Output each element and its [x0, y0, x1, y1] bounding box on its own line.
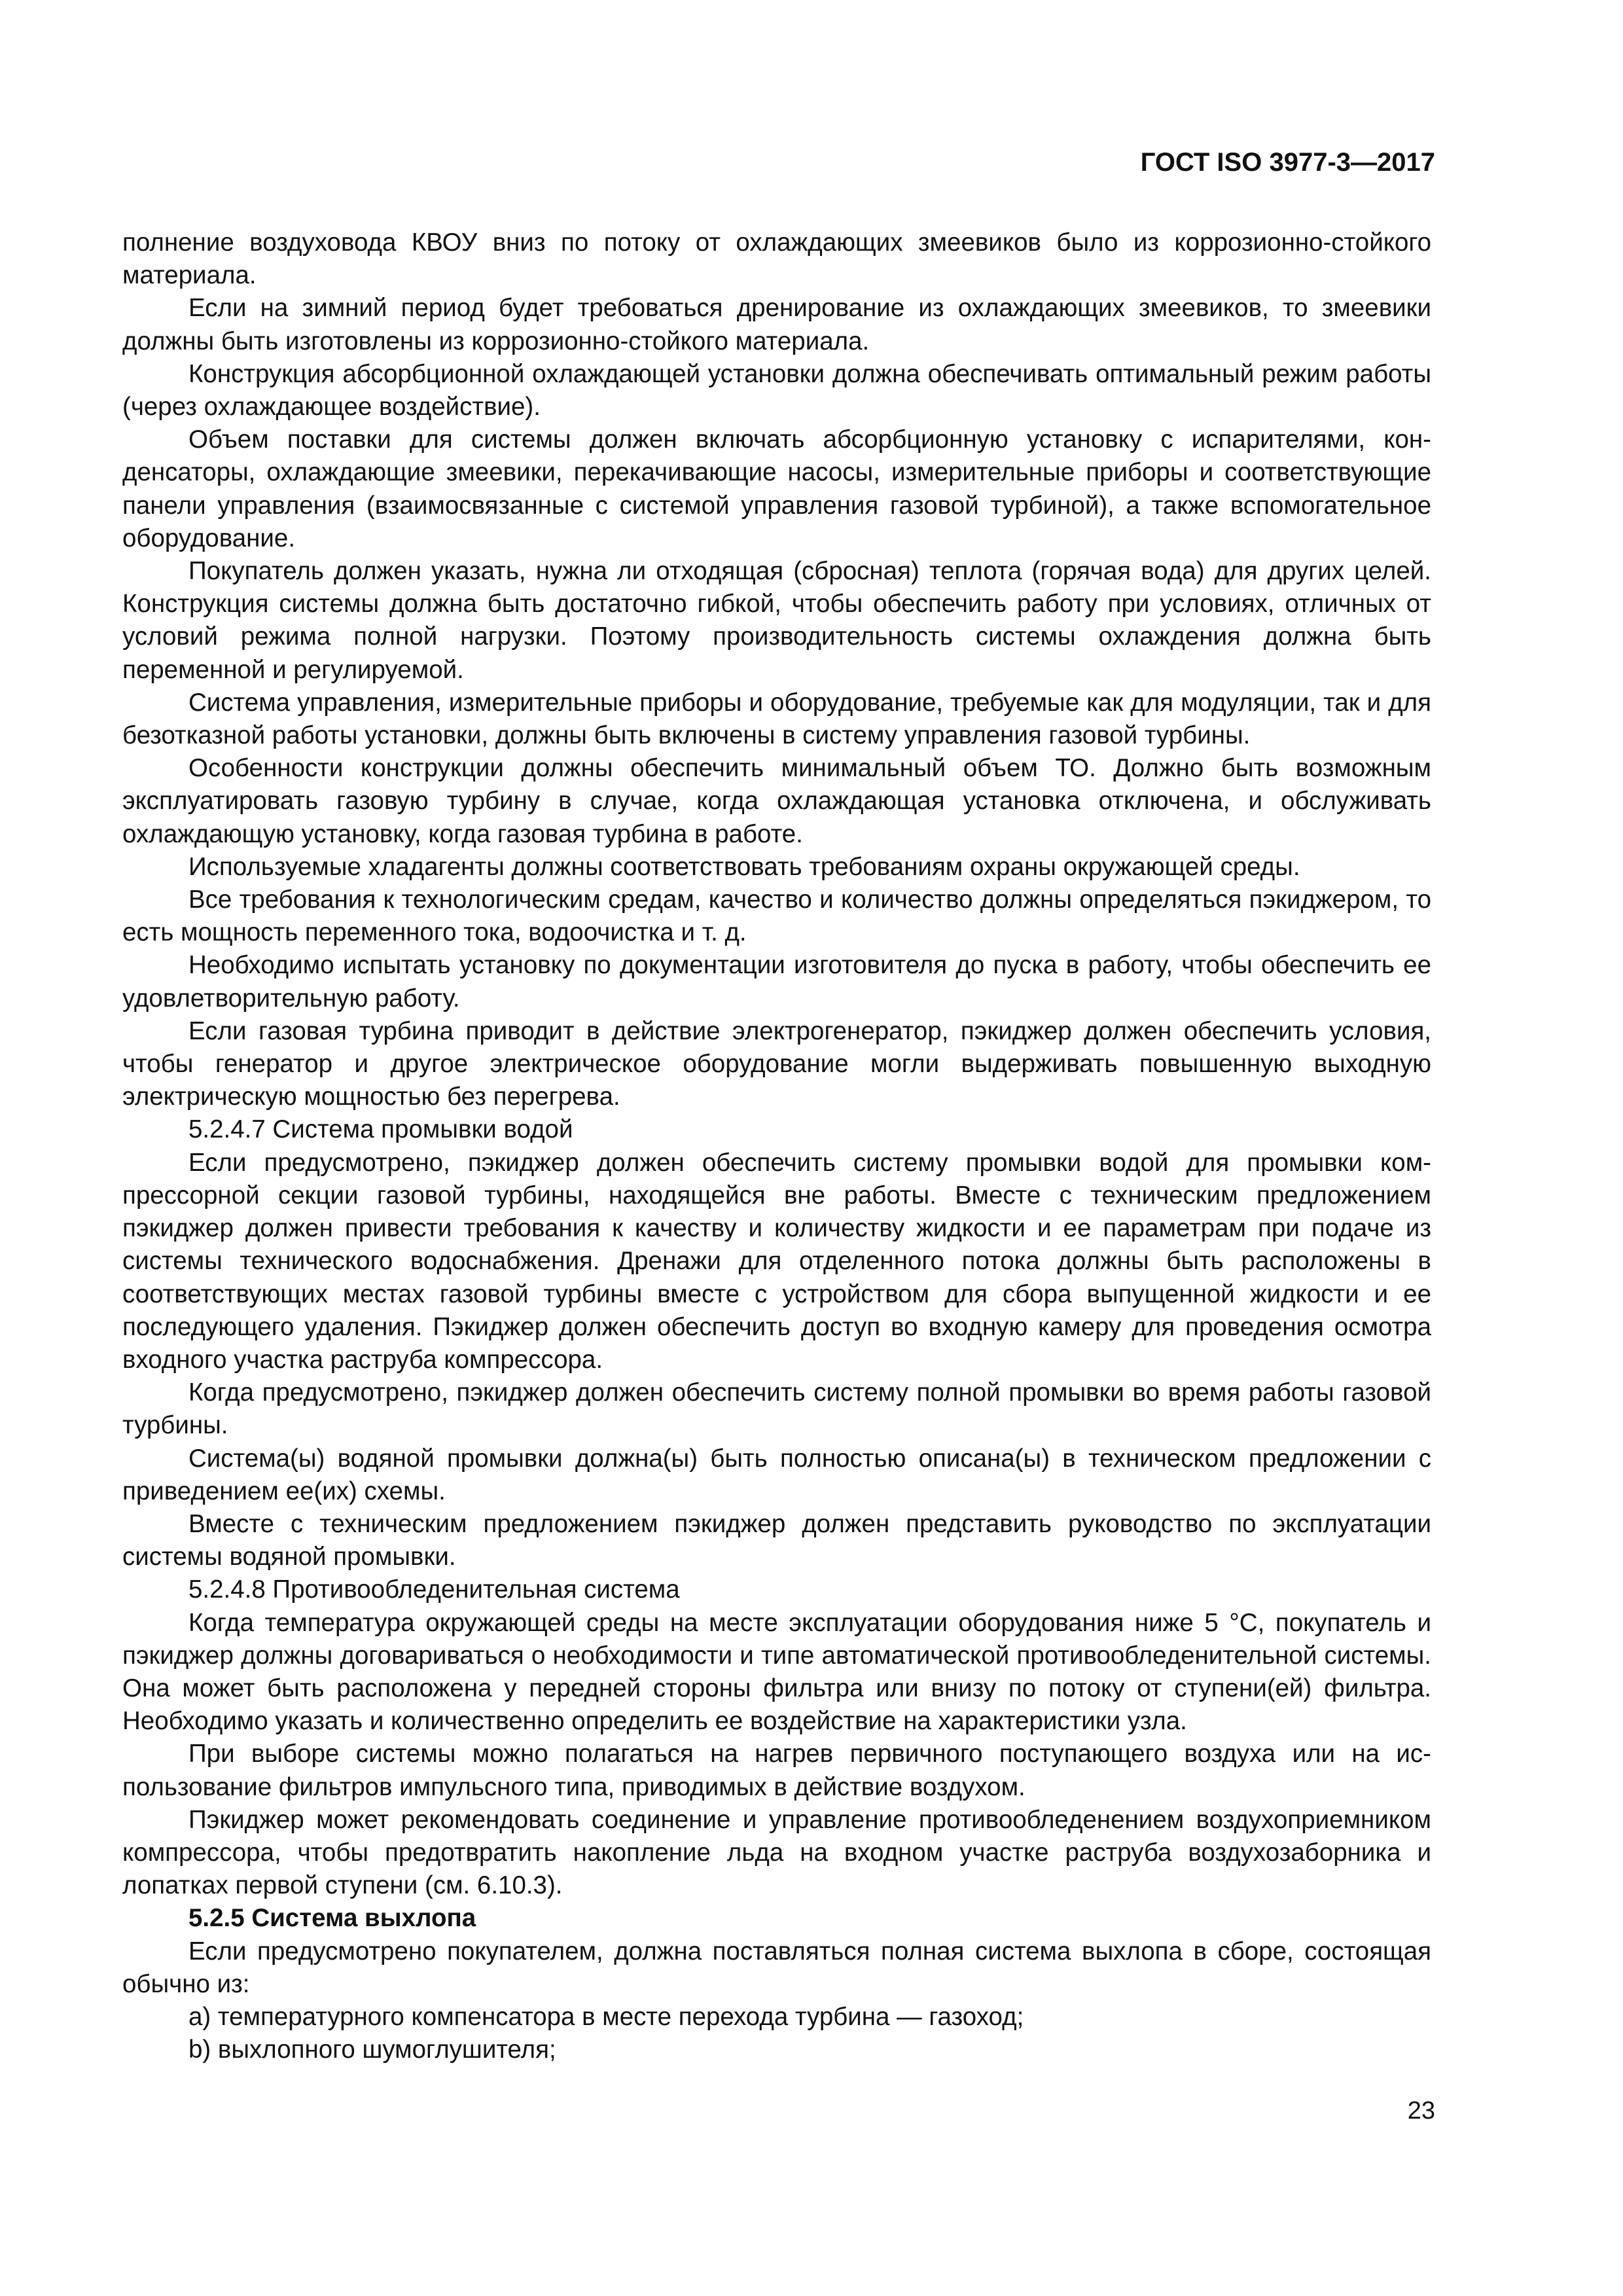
- body-paragraph: Пэкиджер может рекомендовать соединение и управление противообледенением воздухоприемником компрессора, чтобы предотвратить накопление льда на входном участке раструба воздухозаборника и лопатках первой ступени (см. 6.10.3).: [122, 1805, 1431, 1900]
- body-paragraph: Конструкция абсорбционной охлаждающей установки должна обеспечивать оптимальный режим работы (через охлаждающее воздействие).: [122, 359, 1431, 422]
- body-paragraph: Когда температура окружающей среды на месте эксплуатации оборудования ниже 5 °С, покупатель и пэкиджер должны договариваться о необходимости и типе автоматической противообледенительной системы. Она может быть расположена у передней стороны фильтра или внизу по потоку от ступени(ей) фильтра. Необходимо указать и количественно определить ее воздействие на характеристики узла.: [122, 1608, 1431, 1736]
- document-code-header: ГОСТ ISO 3977-3—2017: [1140, 148, 1435, 177]
- body-paragraph: Если предусмотрено покупателем, должна поставляться полная система выхлопа в сборе, состоящая обычно из:: [122, 1937, 1431, 1998]
- document-body: [122, 226, 1431, 2066]
- body-paragraph: Когда предусмотрено, пэкиджер должен обеспечить систему полной промывки во время работы газовой турбины.: [122, 1378, 1431, 1440]
- body-paragraph: Особенности конструкции должны обеспечить минимальный объем ТО. Должно быть возможным эксплуатировать газовую турбину в случае, когда охлаждающая установка отключена, и обслуживать охлаждающую установку, когда газовая турбина в работе.: [122, 754, 1431, 848]
- continued-paragraph: полнение воздуховода КВОУ вниз по потоку от охлаждающих змеевиков было из коррозионно-стойкого материала.: [122, 228, 1431, 290]
- body-paragraph: Используемые хладагенты должны соответствовать требованиям охраны окружающей среды.: [188, 852, 1300, 881]
- section-heading: 5.2.4.7 Система промывки водой: [188, 1115, 573, 1144]
- section-heading: 5.2.4.8 Противообледенительная система: [188, 1575, 680, 1604]
- body-paragraph: Объем поставки для системы должен включать абсорбционную установку с испарителями, конденсаторы, охлаждающие змеевики, перекачивающие насосы, измерительные приборы и соответствующие панели управления (взаимосвязанные с системой управления газовой турбиной), а также вспомогательное оборудование.: [122, 425, 1431, 552]
- section-heading: 5.2.5 Система выхлопа: [188, 1904, 476, 1933]
- body-paragraph: Покупатель должен указать, нужна ли отходящая (сбросная) теплота (горячая вода) для других целей. Конструкция системы должна быть достаточно гибкой, чтобы обеспечить работу при условиях, отличных от условий режима полной нагрузки. Поэтому производительность системы охлаждения должна быть переменной и регулируемой.: [122, 557, 1431, 684]
- page-number: 23: [1407, 2097, 1435, 2125]
- body-paragraph: Необходимо испытать установку по документации изготовителя до пуска в работу, чтобы обеспечить ее удовлетворительную работу.: [122, 951, 1431, 1013]
- body-paragraph: Если газовая турбина приводит в действие электрогенератор, пэкиджер должен обеспечить условия, чтобы генератор и другое электрическое оборудование могли выдерживать повышенную выходную электрическую мощностью без перегрева.: [122, 1016, 1431, 1111]
- body-paragraph: Вместе с техническим предложением пэкиджер должен представить руководство по эксплуатации системы водяной промывки.: [122, 1509, 1431, 1571]
- body-paragraph: Если на зимний период будет требоваться дренирование из охлаждающих змеевиков, то змеевики должны быть изготовлены из коррозионно-стойкого материала.: [122, 294, 1431, 355]
- list-item: a) температурного компенсатора в месте перехода турбина — газоход;: [188, 2002, 1024, 2031]
- body-paragraph: Если предусмотрено, пэкиджер должен обеспечить систему промывки водой для промывки компрессорной секции газовой турбины, находящейся вне работы. Вместе с техническим предложением пэкиджер должен привести требования к качеству и количеству жидкости и ее параметрам при подаче из системы технического водоснабжения. Дренажи для отделенного потока должны быть расположены в соответствующих местах газовой турбины вместе с устройством для сбора выпущенной жидкости и ее последующего удаления. Пэкиджер должен обеспечить доступ во входную камеру для проведения осмотра входного участка раструба компрессора.: [122, 1148, 1431, 1374]
- body-paragraph: При выборе системы можно полагаться на нагрев первичного поступающего воздуха или на использование фильтров импульсного типа, приводимых в действие воздухом.: [122, 1740, 1431, 1801]
- list-item: b) выхлопного шумоглушителя;: [188, 2036, 556, 2064]
- body-paragraph: Все требования к технологическим средам, качество и количество должны определяться пэкиджером, то есть мощность переменного тока, водоочистка и т. д.: [122, 886, 1431, 947]
- body-paragraph: Система управления, измерительные приборы и оборудование, требуемые как для модуляции, так и для безотказной работы установки, должны быть включены в систему управления газовой турбины.: [122, 688, 1431, 750]
- body-paragraph: Система(ы) водяной промывки должна(ы) быть полностью описана(ы) в техническом предложении с приведением ее(их) схемы.: [122, 1444, 1431, 1505]
